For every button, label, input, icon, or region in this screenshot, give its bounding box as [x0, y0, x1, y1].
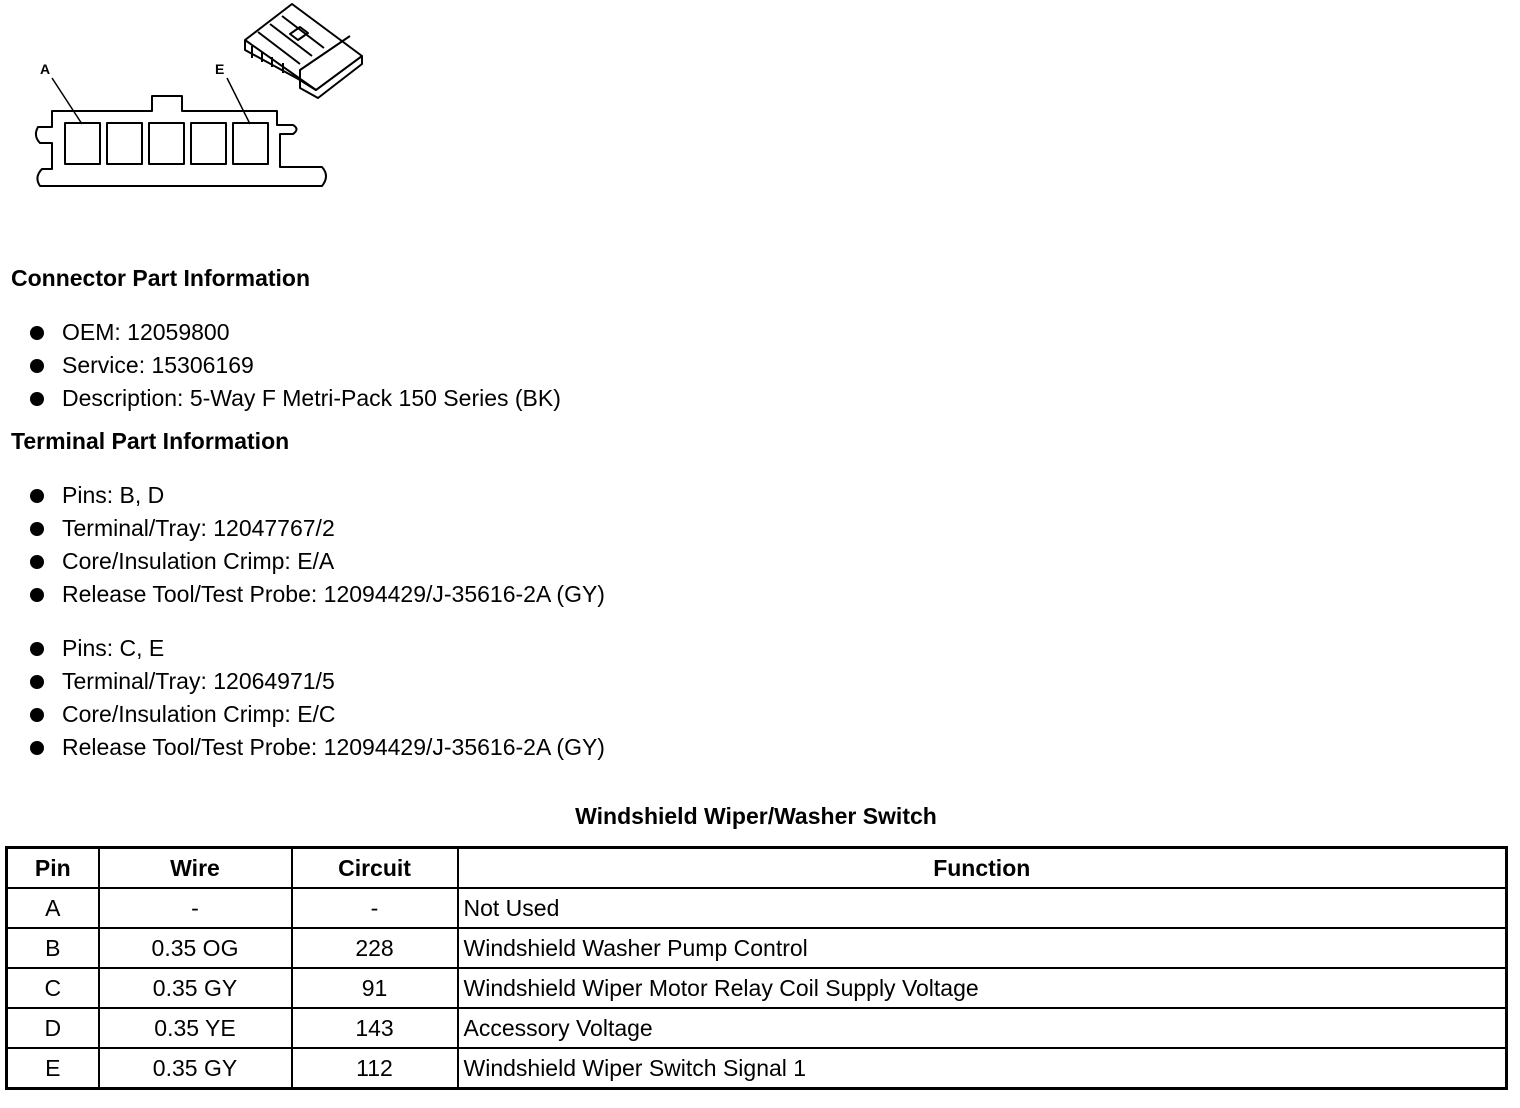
cell-circuit: 228: [292, 928, 458, 968]
terminal-group-1-list: [28, 479, 605, 611]
cell-wire: -: [99, 888, 292, 928]
cell-function: Windshield Wiper Switch Signal 1: [458, 1048, 1507, 1089]
cell-circuit: -: [292, 888, 458, 928]
list-item: Release Tool/Test Probe: 12094429/J-35616-2A (GY): [28, 578, 605, 611]
connector-diagram: [0, 0, 380, 200]
list-item: Description: 5-Way F Metri-Pack 150 Series (BK): [28, 382, 561, 415]
cell-pin: E: [7, 1048, 99, 1089]
cell-circuit: 112: [292, 1048, 458, 1089]
header-wire: Wire: [99, 848, 292, 889]
bullet-icon: [30, 588, 44, 602]
cell-pin: C: [7, 968, 99, 1008]
list-item: OEM: 12059800: [28, 316, 561, 349]
cell-function: Windshield Washer Pump Control: [458, 928, 1507, 968]
table-row: [7, 1008, 1507, 1048]
list-item: Pins: C, E: [28, 632, 605, 665]
connector-info-list: [28, 316, 561, 415]
leader-line-e: [227, 78, 250, 124]
bullet-icon: [30, 392, 44, 406]
pin-label-a: A: [40, 61, 51, 77]
cell-pin: B: [7, 928, 99, 968]
list-item: Pins: B, D: [28, 479, 605, 512]
bullet-icon: [30, 359, 44, 373]
cavity-a: [65, 123, 100, 164]
list-item: Core/Insulation Crimp: E/C: [28, 698, 605, 731]
list-item: Service: 15306169: [28, 349, 561, 382]
cell-circuit: 143: [292, 1008, 458, 1048]
table-title: Windshield Wiper/Washer Switch: [575, 803, 937, 829]
bullet-icon: [30, 522, 44, 536]
table-header-row: [7, 848, 1507, 889]
terminal-group-2-list: [28, 632, 605, 764]
list-item: Release Tool/Test Probe: 12094429/J-35616-2A (GY): [28, 731, 605, 764]
list-item: Core/Insulation Crimp: E/A: [28, 545, 605, 578]
bullet-icon: [30, 708, 44, 722]
bullet-icon: [30, 675, 44, 689]
leader-line-a: [52, 78, 82, 124]
bullet-icon: [30, 741, 44, 755]
table-row: [7, 928, 1507, 968]
bullet-icon: [30, 489, 44, 503]
connector-face-outline: [36, 96, 326, 186]
cavity-e: [233, 123, 268, 164]
pinout-table: [5, 846, 1508, 1090]
cell-wire: 0.35 GY: [99, 1048, 292, 1089]
cavity-c: [149, 123, 184, 164]
bullet-icon: [30, 555, 44, 569]
cell-wire: 0.35 GY: [99, 968, 292, 1008]
cell-pin: D: [7, 1008, 99, 1048]
list-item: Terminal/Tray: 12047767/2: [28, 512, 605, 545]
table-row: [7, 1048, 1507, 1089]
cell-wire: 0.35 OG: [99, 928, 292, 968]
table-row: [7, 888, 1507, 928]
table-row: [7, 968, 1507, 1008]
header-function: Function: [458, 848, 1507, 889]
bullet-icon: [30, 326, 44, 340]
cavity-b: [107, 123, 142, 164]
cell-function: Windshield Wiper Motor Relay Coil Supply Voltage: [458, 968, 1507, 1008]
pin-label-e: E: [215, 61, 225, 77]
cell-circuit: 91: [292, 968, 458, 1008]
terminal-info-heading: Terminal Part Information: [11, 428, 290, 454]
cell-wire: 0.35 YE: [99, 1008, 292, 1048]
connector-isometric-view: [245, 4, 362, 98]
cell-function: Not Used: [458, 888, 1507, 928]
cell-function: Accessory Voltage: [458, 1008, 1507, 1048]
header-pin: Pin: [7, 848, 99, 889]
cavity-d: [191, 123, 226, 164]
list-item: Terminal/Tray: 12064971/5: [28, 665, 605, 698]
connector-info-heading: Connector Part Information: [11, 265, 311, 291]
header-circuit: Circuit: [292, 848, 458, 889]
bullet-icon: [30, 642, 44, 656]
cell-pin: A: [7, 888, 99, 928]
